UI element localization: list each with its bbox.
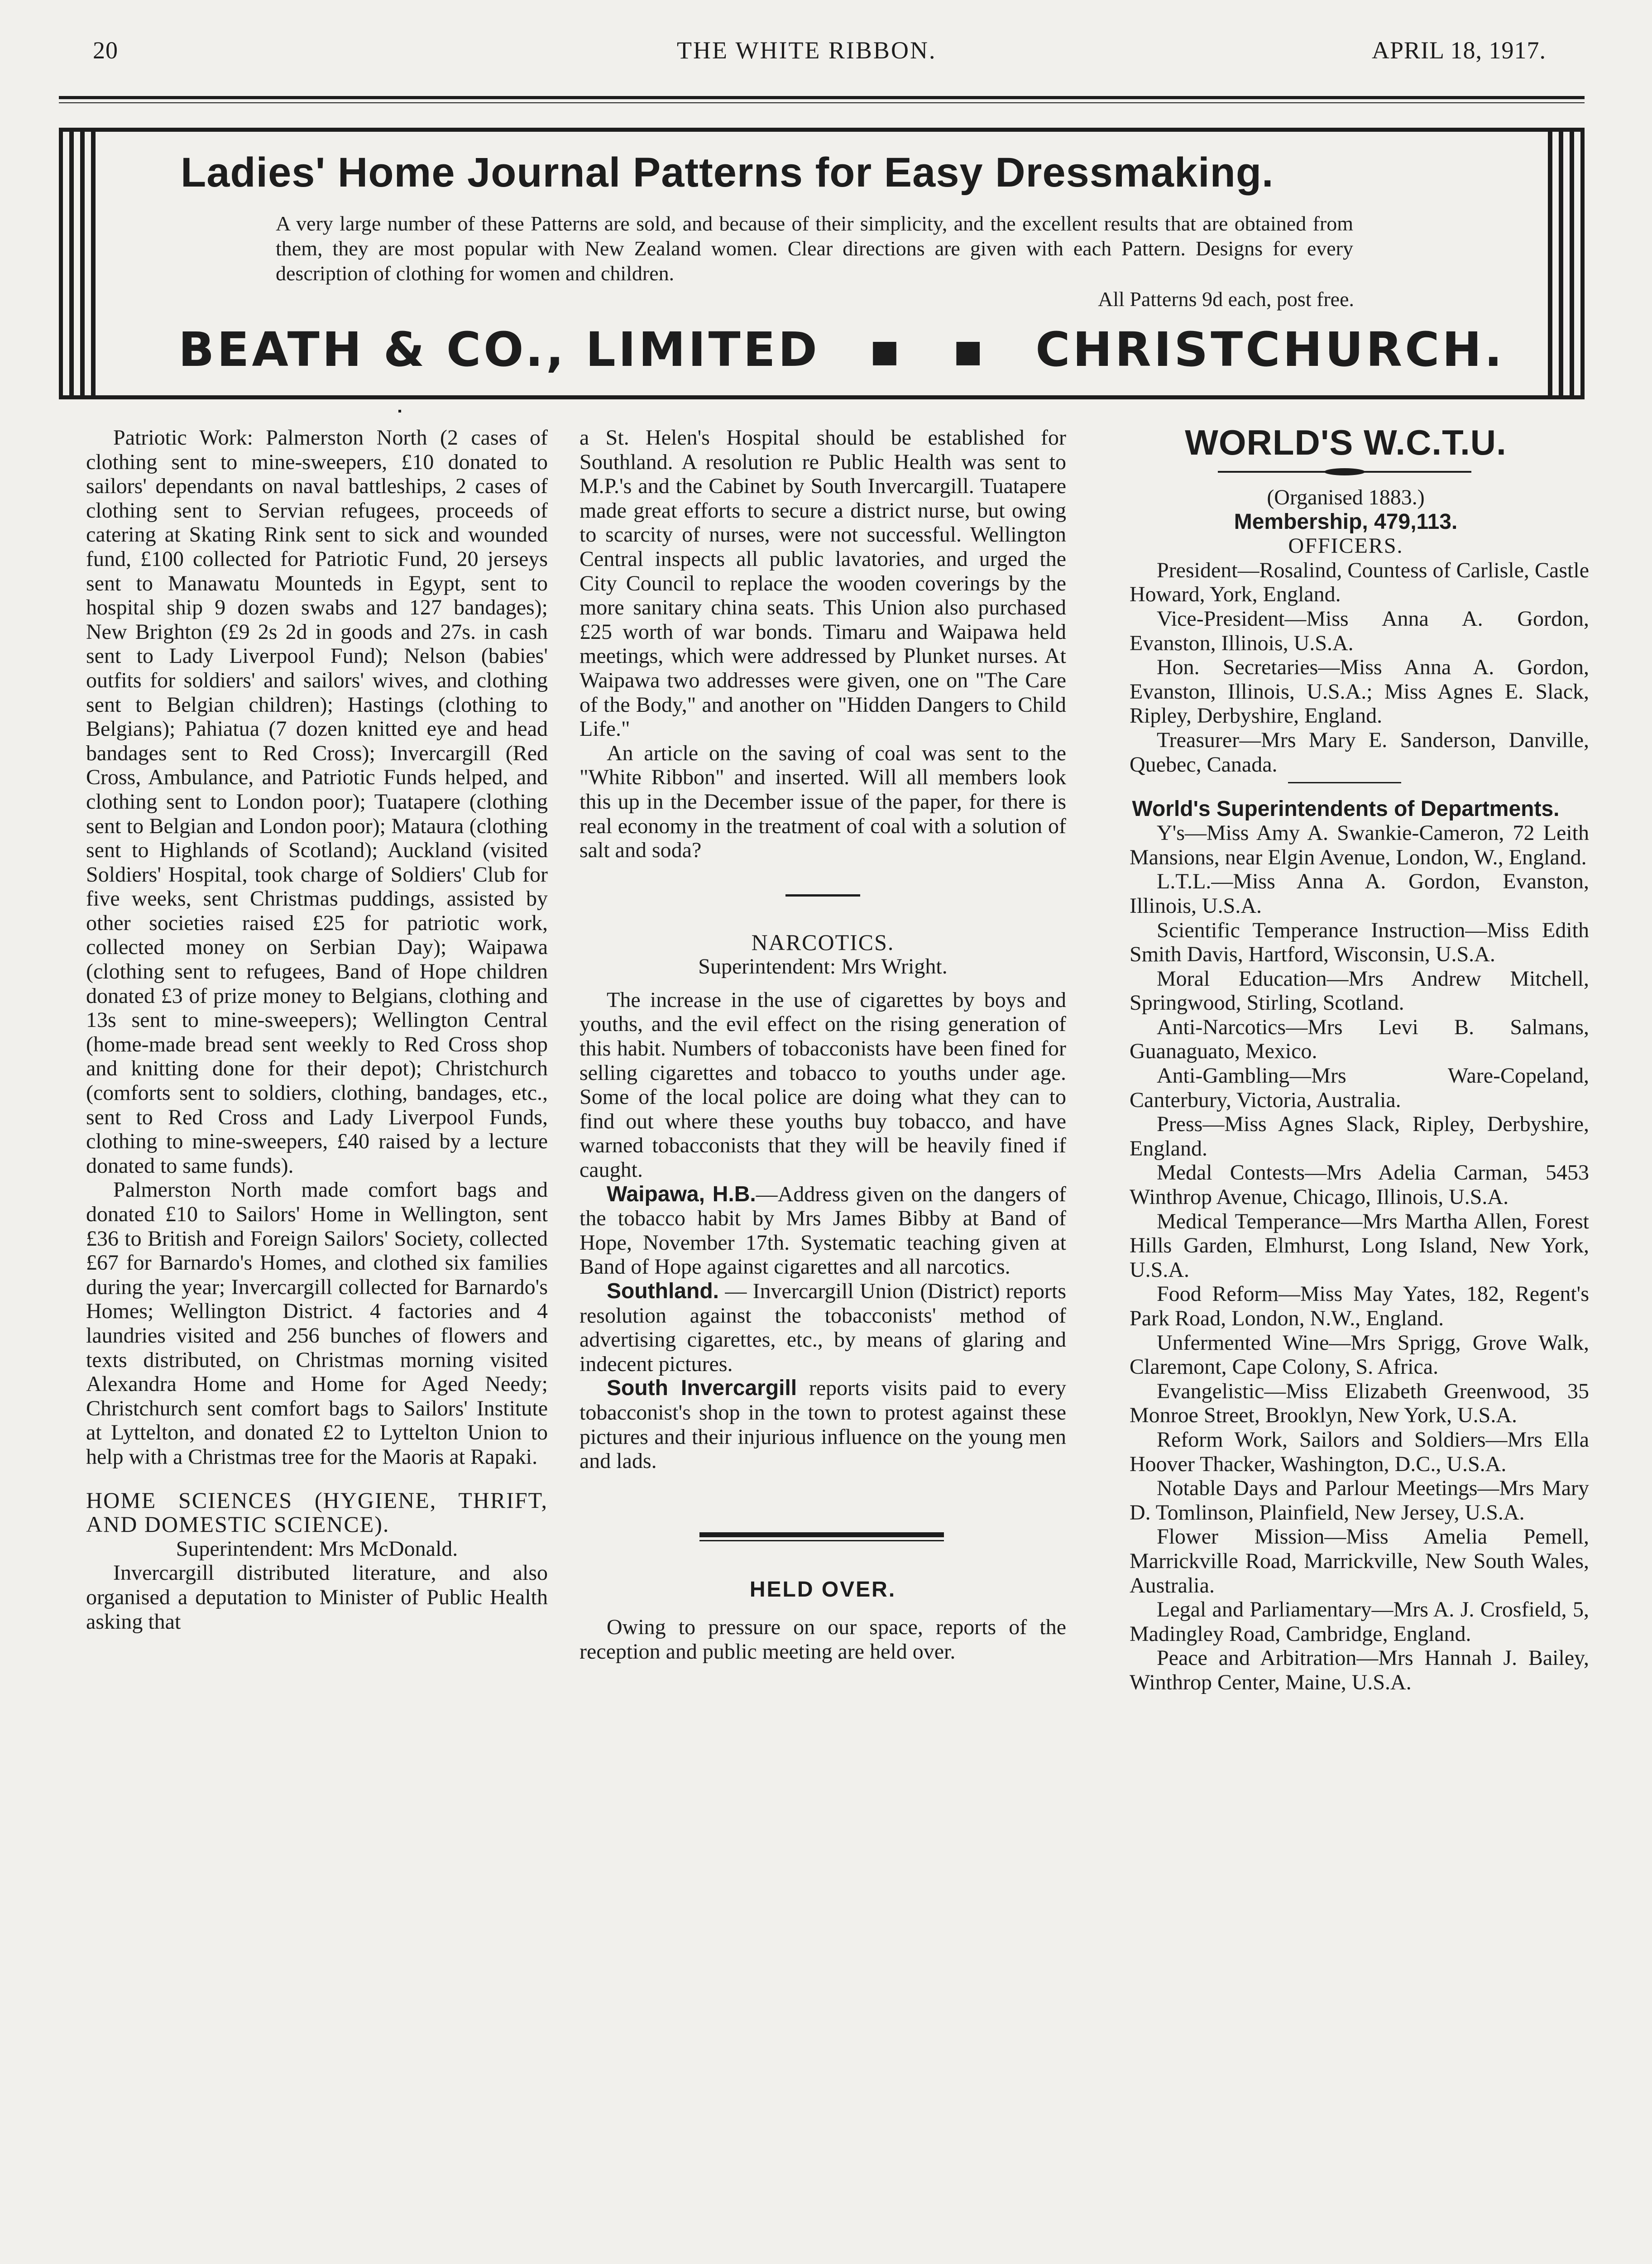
section-divider <box>785 894 860 897</box>
south-invercargill-text: reports visits paid to every tobacconist's shop in the town to protest against these pictures and their injurious influence on the young men and lads. <box>579 1376 1067 1473</box>
super-anti-narcotics: Anti-Narcotics—Mrs Levi B. Salmans, Guanaguato, Mexico. <box>1130 1015 1589 1064</box>
ad-title: Ladies' Home Journal Patterns for Easy Dressmaking. <box>181 149 1274 196</box>
ad-border-left-inner3 <box>91 132 96 395</box>
super-food-reform: Food Reform—Miss May Yates, 182, Regent's Park Road, London, N.W., England. <box>1130 1282 1589 1330</box>
waipawa-text: —Address given on the dangers of the tobacco habit by Mrs James Bibby at Band of Hope, November 17th. Systematic teaching given at Band of Hope against cigarettes and all narcotics. <box>579 1182 1066 1279</box>
invercargill-paragraph: Invercargill distributed literature, and also organised a deputation to Minister of Public Health asking that <box>86 1561 548 1634</box>
organised-year: (Organised 1883.) <box>1267 485 1425 509</box>
ad-separator-2: ▪ <box>952 322 987 377</box>
masthead: THE WHITE RIBBON. <box>677 37 937 64</box>
officers-heading: OFFICERS. <box>1288 534 1403 558</box>
super-legal-parliamentary: Legal and Parliamentary—Mrs A. J. Crosfield, 5, Madingley Road, Cambridge, England. <box>1130 1597 1589 1646</box>
super-reform-work: Reform Work, Sailors and Soldiers—Mrs Ella Hoover Thacker, Washington, D.C., U.S.A. <box>1130 1427 1589 1476</box>
super-evangelistic: Evangelistic—Miss Elizabeth Greenwood, 35 Monroe Street, Brooklyn, New York, U.S.A. <box>1130 1379 1589 1428</box>
ad-price: All Patterns 9d each, post free. <box>1098 288 1354 311</box>
waipawa-label: Waipawa, H.B. <box>607 1182 756 1206</box>
superintendents-heading: World's Superintendents of Departments. <box>1132 797 1560 821</box>
home-sciences-superintendent: Superintendent: Mrs McDonald. <box>176 1536 458 1561</box>
southland-text: — Invercargill Union (District) reports resolution against the tobacconists' method of advertising cigarettes, etc., by means of glaring and indecent pictures. <box>579 1279 1066 1376</box>
super-peace-arbitration: Peace and Arbitration—Mrs Hannah J. Bailey, Winthrop Center, Maine, U.S.A. <box>1130 1646 1589 1694</box>
southland-label: Southland. <box>607 1279 719 1303</box>
held-over-rule-thin <box>699 1540 944 1541</box>
ad-border-right-inner3 <box>1548 132 1552 395</box>
ad-border-left-inner <box>69 132 74 395</box>
south-invercargill-paragraph <box>579 1376 1066 1473</box>
officer-treasurer: Treasurer—Mrs Mary E. Sanderson, Danville, Quebec, Canada. <box>1130 728 1589 777</box>
ornament-center <box>1324 468 1365 475</box>
southland-paragraph <box>579 1279 1066 1376</box>
ad-firm-line <box>178 322 1505 377</box>
cigarettes-paragraph: The increase in the use of cigarettes by boys and youths, and the evil effect on the rising generation of this habit. Numbers of tobacconists have been fined for selling cigarettes and tobacco to youths under age. Some of the local police are doing what they can to find out where these youths buy tobacco, and have warned tobacconists that they will be heavily fined if caught. <box>579 988 1066 1182</box>
officer-president: President—Rosalind, Countess of Carlisle, Castle Howard, York, England. <box>1130 558 1589 607</box>
coal-paragraph: An article on the saving of coal was sent to the "White Ribbon" and inserted. Will all members look this up in the December issue of the paper, for there is real economy in the treatment of coal with a solution of salt and soda? <box>579 741 1066 863</box>
super-anti-gambling: Anti-Gambling—Mrs Ware-Copeland, Canterbury, Victoria, Australia. <box>1130 1064 1589 1112</box>
membership: Membership, 479,113. <box>1234 509 1458 534</box>
hospital-paragraph: a St. Helen's Hospital should be established for Southland. A resolution re Public Health was sent to M.P.'s and the Cabinet by South Invercargill. Tuatapere made great efforts to secure a district nurse, but owing to scarcity of nurses, were not successful. Wellington Central inspects all public lavatories, and urged the City Council to replace the wooden coverings by the more sanitary china seats. This Union also purchased £25 worth of war bonds. Timaru and Waipawa held meetings, which were addressed by Plunket nurses. At Waipawa two addresses were given, one on "The Care of the Body," and another on "Hidden Dangers to Child Life." <box>579 426 1066 741</box>
officer-vice-president: Vice-President—Miss Anna A. Gordon, Evanston, Illinois, U.S.A. <box>1130 606 1589 655</box>
super-medical-temperance: Medical Temperance—Mrs Martha Allen, Forest Hills Garden, Elmhurst, Long Island, New York, U.S.A. <box>1130 1209 1589 1282</box>
ad-border-right-inner2 <box>1559 132 1563 395</box>
issue-date: APRIL 18, 1917. <box>1372 37 1547 64</box>
column-1 <box>86 426 548 1634</box>
narcotics-superintendent: Superintendent: Mrs Wright. <box>698 955 948 979</box>
header-rule-thin <box>59 102 1585 103</box>
super-ltl: L.T.L.—Miss Anna A. Gordon, Evanston, Illinois, U.S.A. <box>1130 869 1589 918</box>
column-3 <box>1102 422 1589 1695</box>
ad-border-left-inner2 <box>80 132 85 395</box>
super-medal-contests: Medal Contests—Mrs Adelia Carman, 5453 Winthrop Avenue, Chicago, Illinois, U.S.A. <box>1130 1161 1589 1209</box>
south-invercargill-label: South Invercargill <box>607 1376 797 1401</box>
super-ys: Y's—Miss Amy A. Swankie-Cameron, 72 Leith Mansions, near Elgin Avenue, London, W., England. <box>1130 821 1589 869</box>
title-ornament <box>1102 463 1589 481</box>
header-rule <box>59 96 1585 99</box>
super-scientific-temperance: Scientific Temperance Instruction—Miss Edith Smith Davis, Hartford, Wisconsin, U.S.A. <box>1130 918 1589 967</box>
held-over-text: Owing to pressure on our space, reports of the reception and public meeting are held over. <box>579 1615 1066 1664</box>
palmerston-paragraph: Palmerston North made comfort bags and donated £10 to Sailors' Home in Wellington, sent £36 to British and Foreign Sailors' Society, collected £67 for Barnardo's Homes, and clothed six families during the year; Invercargill collected for Barnardo's Homes; Wellington District. 4 factories and 4 laundries visited and 256 bunches of flowers and texts distributed, on Christmas morning visited Alexandra Home and Home for Aged Needy; Christchurch sent comfort bags to Sailors' Institute at Lyttelton, and donated £2 to Lyttelton Union to help with a Christmas tree for the Maoris at Rapaki. <box>86 1178 548 1469</box>
page-number: 20 <box>93 37 118 64</box>
held-over-heading: HELD OVER. <box>749 1577 896 1602</box>
advertisement-box <box>59 128 1585 399</box>
patriotic-work-paragraph: Patriotic Work: Palmerston North (2 cases of clothing sent to mine-sweepers, £10 donated to sailors' dependants on naval battleships, 2 cases of clothing sent to Servian refugees, proceeds of catering at Skating Rink sent to sick and wounded fund, £100 collected for Patriotic Fund, 20 jerseys sent to Manawatu Mounteds in Egypt, sent to hospital ship 9 dozen swabs and 127 bandages); New Brighton (£9 2s 2d in goods and 27s. in cash sent to Lady Liverpool Fund); Nelson (babies' outfits for soldiers' and sailors' wives, and clothing sent to Belgian children); Hastings (clothing to Belgians); Pahiatua (7 dozen knitted eye and head bandages sent to Red Cross); Invercargill (Red Cross, Ambulance, and Patriotic Funds helped, and clothing sent to London poor); Tuatapere (clothing sent to Belgian and London poor); Mataura (clothing sent to Highlands of Scotland); Auckland (visited Soldiers' Hospital, took charge of Soldiers' Club for five weeks, sent Christmas puddings, assisted by other societies raised £25 for patriotic work, collected money on Serbian Day); Waipawa (clothing sent to refugees, Band of Hope children donated £3 of prize money to Belgians, clothing and 13s sent to mine-sweepers); Wellington Central (home-made bread sent weekly to Red Cross shop and knitting done for their depot); Christchurch (comforts sent to soldiers, clothing, bandages, etc., sent to Red Cross and Lady Liverpool Funds, clothing to mine-sweepers, £40 raised by a lecture donated to same funds). <box>86 426 548 1178</box>
super-press: Press—Miss Agnes Slack, Ripley, Derbyshire, England. <box>1130 1112 1589 1161</box>
officers-divider <box>1288 782 1401 783</box>
waipawa-paragraph <box>579 1182 1066 1279</box>
held-over-rule-thick <box>699 1532 944 1537</box>
ad-description: A very large number of these Patterns are sold, and because of their simplicity, and the excellent results that are obtained from them, they are most popular with New Zealand women. Clear directions are given with each Pattern. Designs for every description of clothing for women and children. <box>276 212 1353 285</box>
super-notable-days: Notable Days and Parlour Meetings—Mrs Mary D. Tomlinson, Plainfield, New Jersey, U.S.A. <box>1130 1476 1589 1525</box>
ad-city: CHRISTCHURCH. <box>1035 322 1505 377</box>
super-moral-education: Moral Education—Mrs Andrew Mitchell, Springwood, Stirling, Scotland. <box>1130 966 1589 1015</box>
ad-border-right-inner <box>1570 132 1574 395</box>
ad-firm-name: BEATH & CO., LIMITED <box>178 322 820 377</box>
super-flower-mission: Flower Mission—Miss Amelia Pemell, Marrickville Road, Marrickville, New South Wales, Australia. <box>1130 1525 1589 1597</box>
column-2 <box>579 426 1066 1664</box>
wctu-title: WORLD'S W.C.T.U. <box>1185 422 1507 462</box>
super-unfermented-wine: Unfermented Wine—Mrs Sprigg, Grove Walk, Claremont, Cape Colony, S. Africa. <box>1130 1330 1589 1379</box>
home-sciences-heading: HOME SCIENCES (HYGIENE, THRIFT, AND DOMESTIC SCIENCE). <box>86 1487 548 1537</box>
ad-separator-1: ▪ <box>868 322 904 377</box>
ad-dot <box>398 410 401 413</box>
officer-secretaries: Hon. Secretaries—Miss Anna A. Gordon, Evanston, Illinois, U.S.A.; Miss Agnes E. Slack, Ripley, Derbyshire, England. <box>1130 655 1589 728</box>
narcotics-heading: NARCOTICS. <box>751 929 895 955</box>
